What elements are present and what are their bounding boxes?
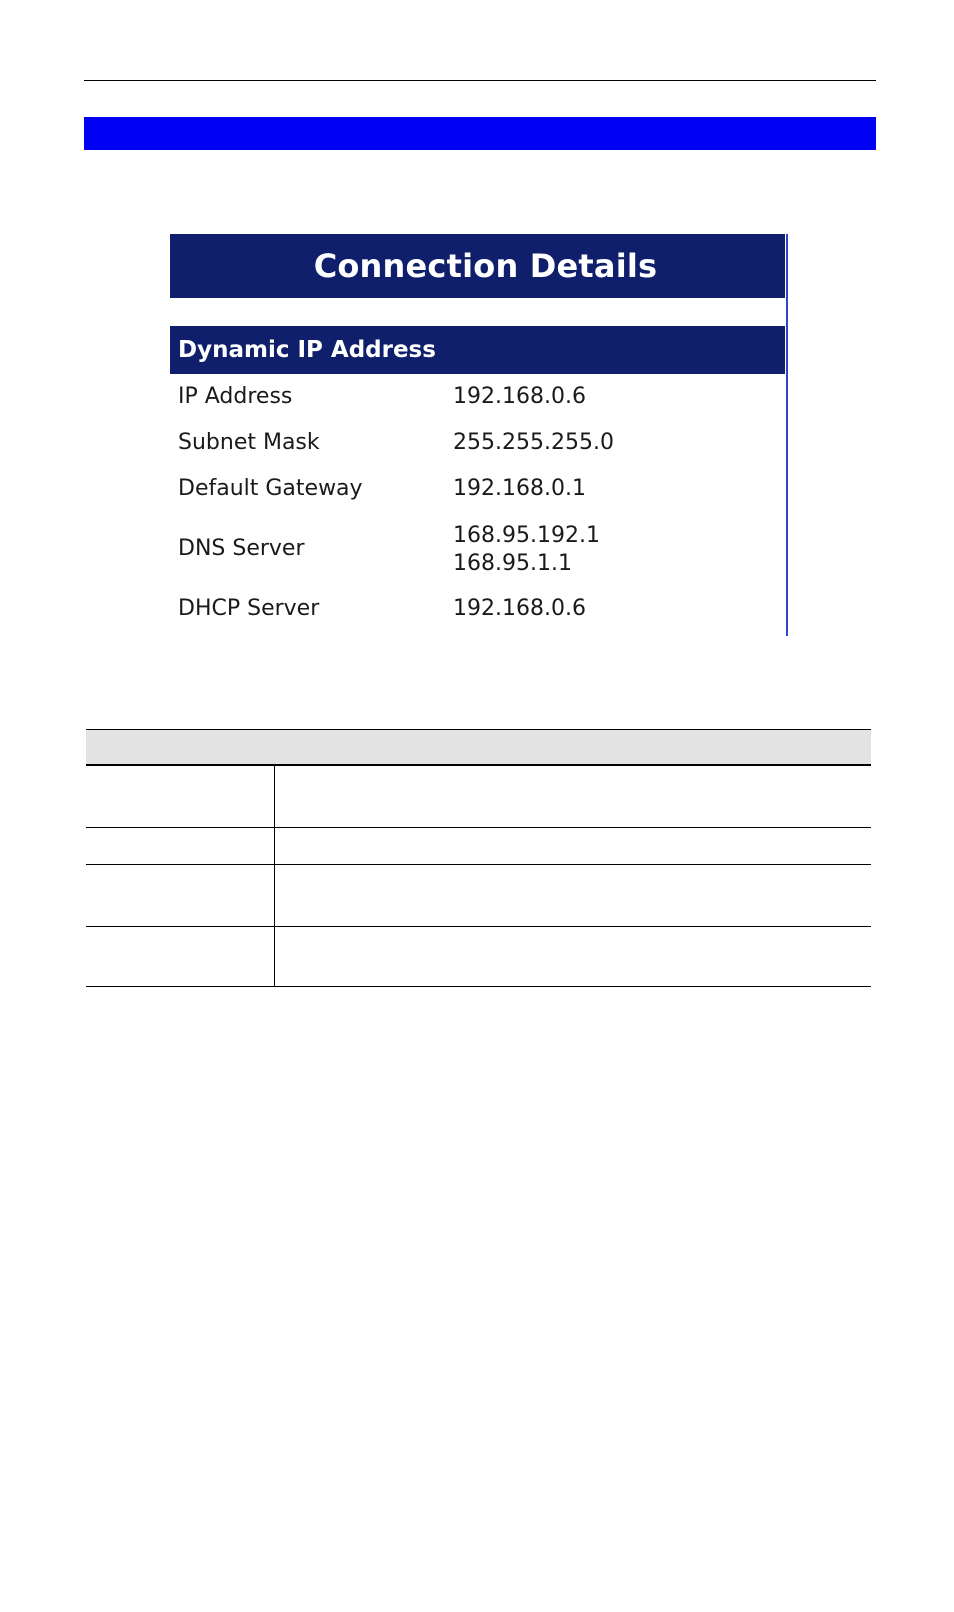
description-table-cell [276, 865, 871, 926]
detail-row-dns-server [170, 522, 785, 580]
screen-title-bar [170, 234, 785, 298]
detail-label: DNS Server [178, 536, 305, 561]
detail-value: 192.168.0.6 [453, 384, 586, 409]
screen-title: Connection Details [313, 247, 658, 285]
description-table-cell [276, 927, 871, 986]
description-table-header [86, 729, 871, 766]
detail-row-dhcp-server [170, 596, 785, 626]
detail-value: 192.168.0.1 [453, 476, 586, 501]
detail-row-ip-address [170, 384, 785, 414]
description-table-cell [276, 828, 871, 864]
description-table-row [86, 766, 871, 828]
detail-value: 192.168.0.6 [453, 596, 586, 621]
section-heading-bar [84, 117, 876, 150]
detail-label: IP Address [178, 384, 293, 409]
connection-details-screenshot [170, 234, 786, 636]
description-table-row [86, 927, 871, 987]
screen-section-title: Dynamic IP Address [178, 337, 436, 363]
screen-section-bar [170, 326, 785, 374]
screen-right-edge [786, 234, 788, 636]
detail-label: DHCP Server [178, 596, 320, 621]
detail-label: Subnet Mask [178, 430, 320, 455]
description-table-row [86, 828, 871, 865]
page-header-rule [84, 80, 876, 81]
detail-row-subnet-mask [170, 430, 785, 460]
description-table-cell [86, 828, 275, 864]
description-table-cell [86, 865, 275, 926]
detail-value-secondary: 168.95.1.1 [453, 551, 572, 576]
description-table-cell [86, 766, 275, 827]
detail-value: 168.95.192.1 [453, 523, 600, 548]
detail-value: 255.255.255.0 [453, 430, 614, 455]
detail-row-default-gateway [170, 476, 785, 506]
description-table-cell [276, 766, 871, 827]
description-table-row [86, 865, 871, 927]
detail-label: Default Gateway [178, 476, 363, 501]
description-table-cell [86, 927, 275, 986]
